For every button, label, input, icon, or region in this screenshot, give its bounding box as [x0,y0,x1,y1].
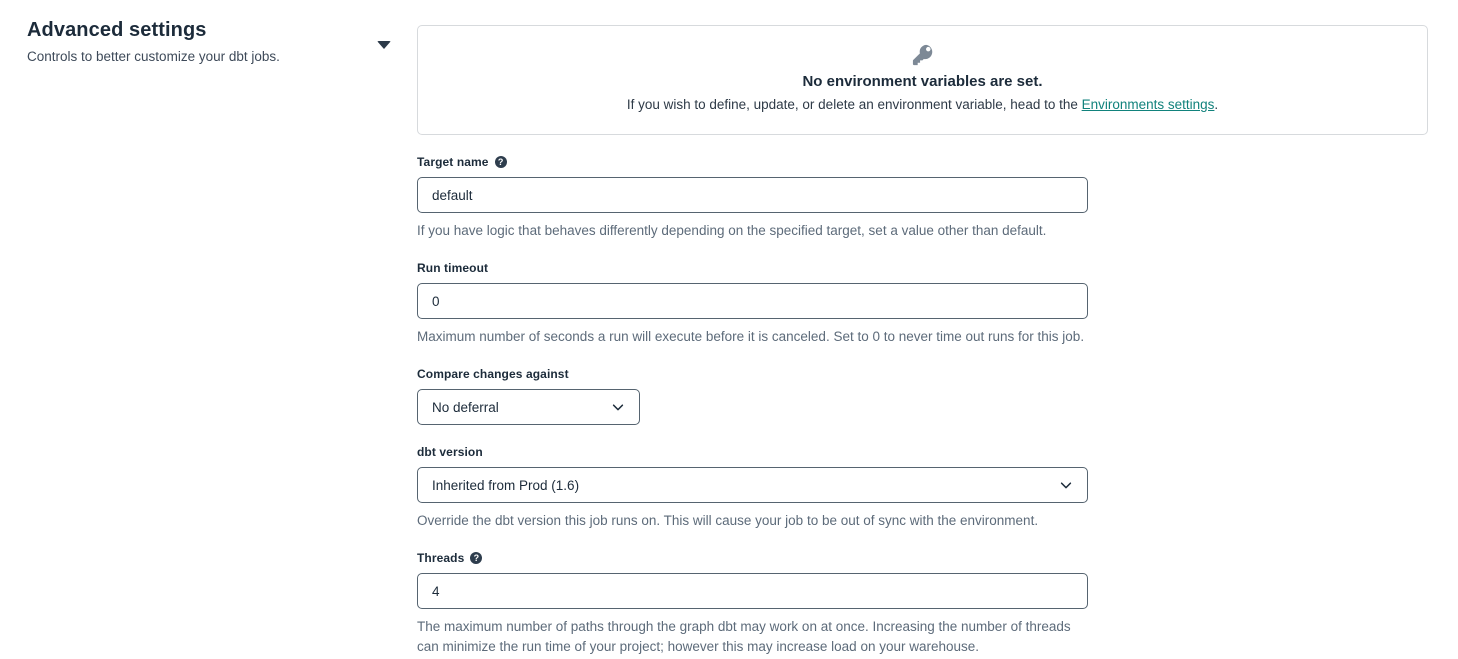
page-subtitle: Controls to better customize your dbt jobs. [27,49,280,64]
dbt-version-label: dbt version [417,445,483,459]
compare-changes-label-row [417,367,1088,381]
threads-label-row [417,551,1088,565]
run-timeout-input[interactable] [417,283,1088,319]
settings-content [417,25,1428,659]
field-target-name [417,155,1088,241]
help-icon[interactable]: ? [470,552,482,564]
caret-down-icon[interactable] [377,41,391,49]
dbt-version-selected-value: Inherited from Prod (1.6) [432,477,580,493]
section-header [27,19,367,64]
field-dbt-version [417,445,1088,531]
threads-input[interactable] [417,573,1088,609]
target-name-label: Target name [417,155,489,169]
compare-changes-selected-value: No deferral [432,399,499,415]
env-card-message [442,97,1403,112]
target-name-label-row [417,155,1088,169]
target-name-input[interactable] [417,177,1088,213]
page-title: Advanced settings [27,19,207,41]
threads-label: Threads [417,551,465,565]
field-compare-changes [417,367,1088,425]
dbt-version-label-row [417,445,1088,459]
run-timeout-helper: Maximum number of seconds a run will execute before it is canceled. Set to 0 to never time out runs for this job. [417,329,1085,344]
dbt-version-select[interactable] [417,467,1088,503]
env-variables-empty-card [417,25,1428,135]
dbt-version-helper: Override the dbt version this job runs on. This will cause your job to be out of sync with the environment. [417,513,1039,528]
target-name-helper: If you have logic that behaves differently depending on the specified target, set a value other than default. [417,223,1047,238]
environments-settings-link[interactable]: Environments settings [1081,97,1215,112]
advanced-settings-form [417,155,1088,657]
field-run-timeout [417,261,1088,347]
compare-changes-select[interactable] [417,389,640,425]
key-icon [442,44,1403,66]
field-threads [417,551,1088,657]
run-timeout-label: Run timeout [417,261,489,275]
env-card-message-suffix: . [1214,97,1219,112]
chevron-down-icon [1059,478,1073,492]
threads-helper: The maximum number of paths through the graph dbt may work on at once. Increasing the number of threads can minimize the run time of your project; however this may increase load on your warehouse. [417,619,1071,654]
help-icon[interactable]: ? [495,156,507,168]
compare-changes-label: Compare changes against [417,367,569,381]
chevron-down-icon [611,400,625,414]
run-timeout-label-row [417,261,1088,275]
env-card-message-prefix: If you wish to define, update, or delete an environment variable, head to the [626,97,1082,112]
env-card-title: No environment variables are set. [802,73,1043,90]
